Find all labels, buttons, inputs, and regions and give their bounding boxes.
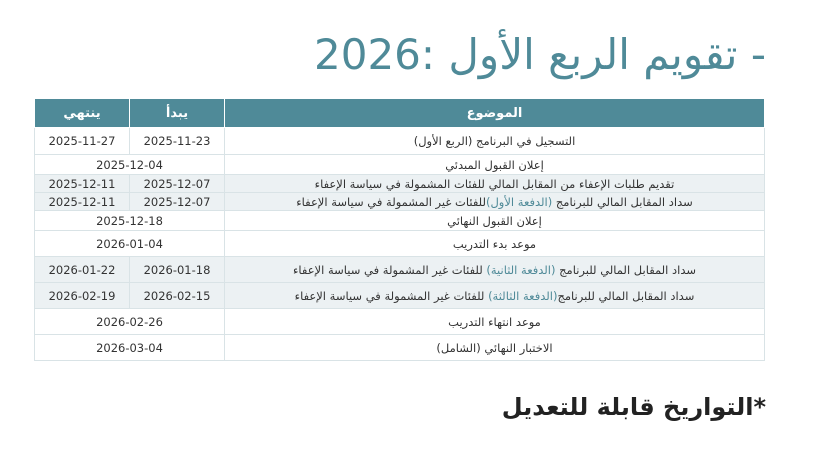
table-row bbox=[35, 257, 765, 283]
row-date: 2026-02-26 bbox=[35, 309, 225, 335]
table-row bbox=[35, 335, 765, 361]
header-end: ينتهي bbox=[35, 99, 130, 128]
row-topic: إعلان القبول النهائي bbox=[225, 211, 765, 231]
row-topic-highlight: (الدفعة الثانية) bbox=[486, 262, 556, 277]
row-topic-highlight: (الدفعة الثالثة) bbox=[488, 288, 558, 303]
table-row bbox=[35, 231, 765, 257]
row-end: 2025-11-27 bbox=[35, 128, 130, 155]
row-start: 2026-01-18 bbox=[130, 257, 225, 283]
row-topic-post: للفئات غير المشمولة في سياسة الإعفاء bbox=[292, 262, 483, 277]
row-date: 2026-03-04 bbox=[35, 335, 225, 361]
row-date: 2025-12-18 bbox=[35, 211, 225, 231]
row-start: 2025-11-23 bbox=[130, 128, 225, 155]
row-start: 2026-02-15 bbox=[130, 283, 225, 309]
header-topic: الموضوع bbox=[225, 99, 765, 128]
row-topic-pre: سداد المقابل المالي للبرنامج bbox=[555, 194, 693, 209]
title-year: 2026: bbox=[314, 30, 436, 79]
row-end: 2026-01-22 bbox=[35, 257, 130, 283]
title-text: - تقويم الربع الأول bbox=[448, 30, 766, 79]
table-row bbox=[35, 211, 765, 231]
row-date: 2026-01-04 bbox=[35, 231, 225, 257]
header-start: يبدأ bbox=[130, 99, 225, 128]
row-topic bbox=[225, 193, 765, 211]
row-topic: إعلان القبول المبدئي bbox=[225, 155, 765, 175]
table-header-row bbox=[35, 99, 765, 128]
row-date: 2025-12-04 bbox=[35, 155, 225, 175]
row-topic bbox=[225, 283, 765, 309]
row-end: 2026-02-19 bbox=[35, 283, 130, 309]
table-row bbox=[35, 193, 765, 211]
table-row bbox=[35, 309, 765, 335]
footnote: *التواريخ قابلة للتعديل bbox=[501, 393, 766, 421]
schedule-table bbox=[34, 98, 765, 361]
table-row bbox=[35, 175, 765, 193]
row-topic: الاختبار النهائي (الشامل) bbox=[225, 335, 765, 361]
row-topic-highlight: (الدفعة الأول) bbox=[485, 194, 553, 209]
table-row bbox=[35, 155, 765, 175]
page-title bbox=[260, 30, 766, 79]
row-topic: موعد انتهاء التدريب bbox=[225, 309, 765, 335]
row-topic bbox=[225, 257, 765, 283]
row-start: 2025-12-07 bbox=[130, 175, 225, 193]
table-row bbox=[35, 128, 765, 155]
row-topic-pre: سداد المقابل المالي للبرنامج bbox=[557, 288, 695, 303]
row-topic: تقديم طلبات الإعفاء من المقابل المالي للفئات المشمولة في سياسة الإعفاء bbox=[225, 175, 765, 193]
row-end: 2025-12-11 bbox=[35, 175, 130, 193]
table-row bbox=[35, 283, 765, 309]
row-end: 2025-12-11 bbox=[35, 193, 130, 211]
row-topic: موعد بدء التدريب bbox=[225, 231, 765, 257]
row-topic-post: للفئات غير المشمولة في سياسة الإعفاء bbox=[296, 194, 486, 209]
row-start: 2025-12-07 bbox=[130, 193, 225, 211]
row-topic-pre: سداد المقابل المالي للبرنامج bbox=[559, 262, 697, 277]
row-topic-post: للفئات غير المشمولة في سياسة الإعفاء bbox=[294, 288, 485, 303]
row-topic: التسجيل في البرنامج (الربع الأول) bbox=[225, 128, 765, 155]
